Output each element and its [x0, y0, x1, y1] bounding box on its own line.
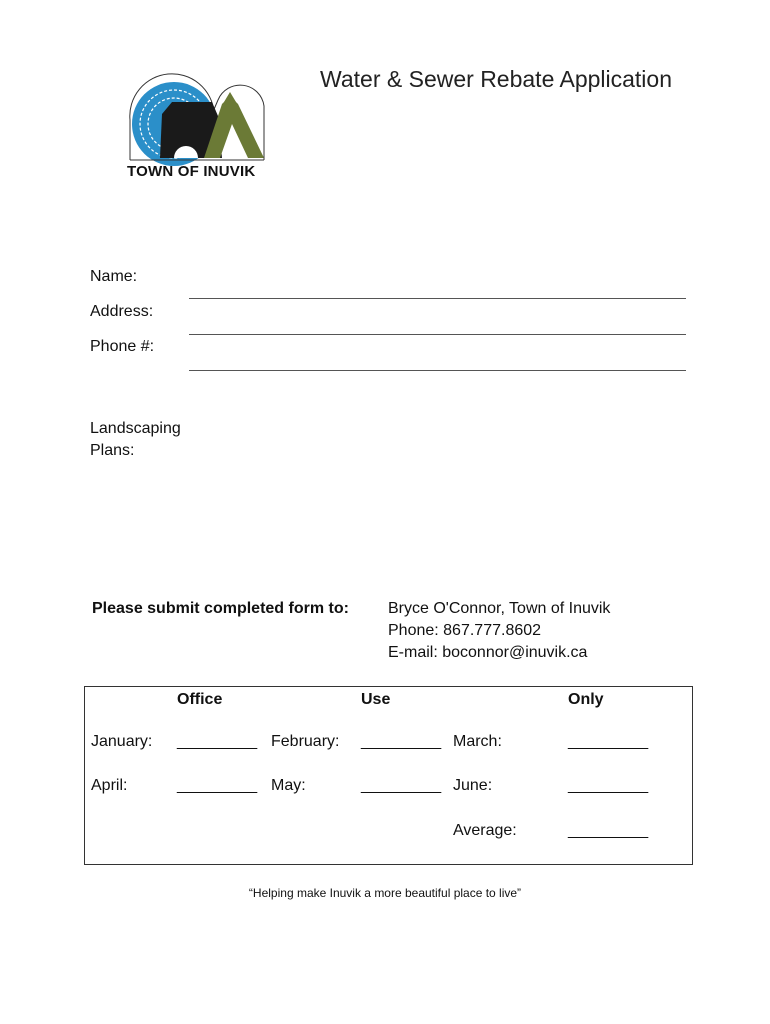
name-input-line[interactable] — [189, 298, 686, 299]
form-title: Water & Sewer Rebate Application — [320, 66, 672, 92]
january-label: January: — [91, 733, 153, 750]
february-blank[interactable]: _________ — [361, 733, 442, 750]
heading-office: Office — [177, 691, 223, 708]
logo-text: TOWN OF INUVIK — [127, 163, 256, 180]
heading-only: Only — [568, 691, 604, 708]
submit-label: Please submit completed form to: — [92, 600, 349, 617]
april-label: April: — [91, 777, 128, 794]
contact-name: Bryce O'Connor, Town of Inuvik — [388, 600, 611, 617]
may-blank[interactable]: _________ — [361, 777, 442, 794]
phone-label: Phone #: — [90, 338, 155, 355]
name-label: Name: — [90, 268, 138, 285]
contact-phone: Phone: 867.777.8602 — [388, 622, 542, 639]
heading-use: Use — [361, 691, 391, 708]
phone-input-line[interactable] — [189, 370, 686, 371]
april-blank[interactable]: _________ — [177, 777, 258, 794]
march-label: March: — [453, 733, 502, 750]
address-label: Address: — [90, 303, 154, 320]
march-blank[interactable]: _________ — [568, 733, 649, 750]
average-blank[interactable]: _________ — [568, 822, 649, 839]
february-label: February: — [271, 733, 340, 750]
contact-email[interactable]: E-mail: boconnor@inuvik.ca — [388, 644, 588, 661]
footer-quote: “Helping make Inuvik a more beautiful place to live” — [248, 886, 522, 900]
may-label: May: — [271, 777, 306, 794]
january-blank[interactable]: _________ — [177, 733, 258, 750]
plans-label: Plans: — [90, 442, 135, 459]
june-label: June: — [453, 777, 493, 794]
landscaping-label: Landscaping — [90, 420, 181, 437]
average-label: Average: — [453, 822, 517, 839]
june-blank[interactable]: _________ — [568, 777, 649, 794]
address-input-line[interactable] — [189, 334, 686, 335]
